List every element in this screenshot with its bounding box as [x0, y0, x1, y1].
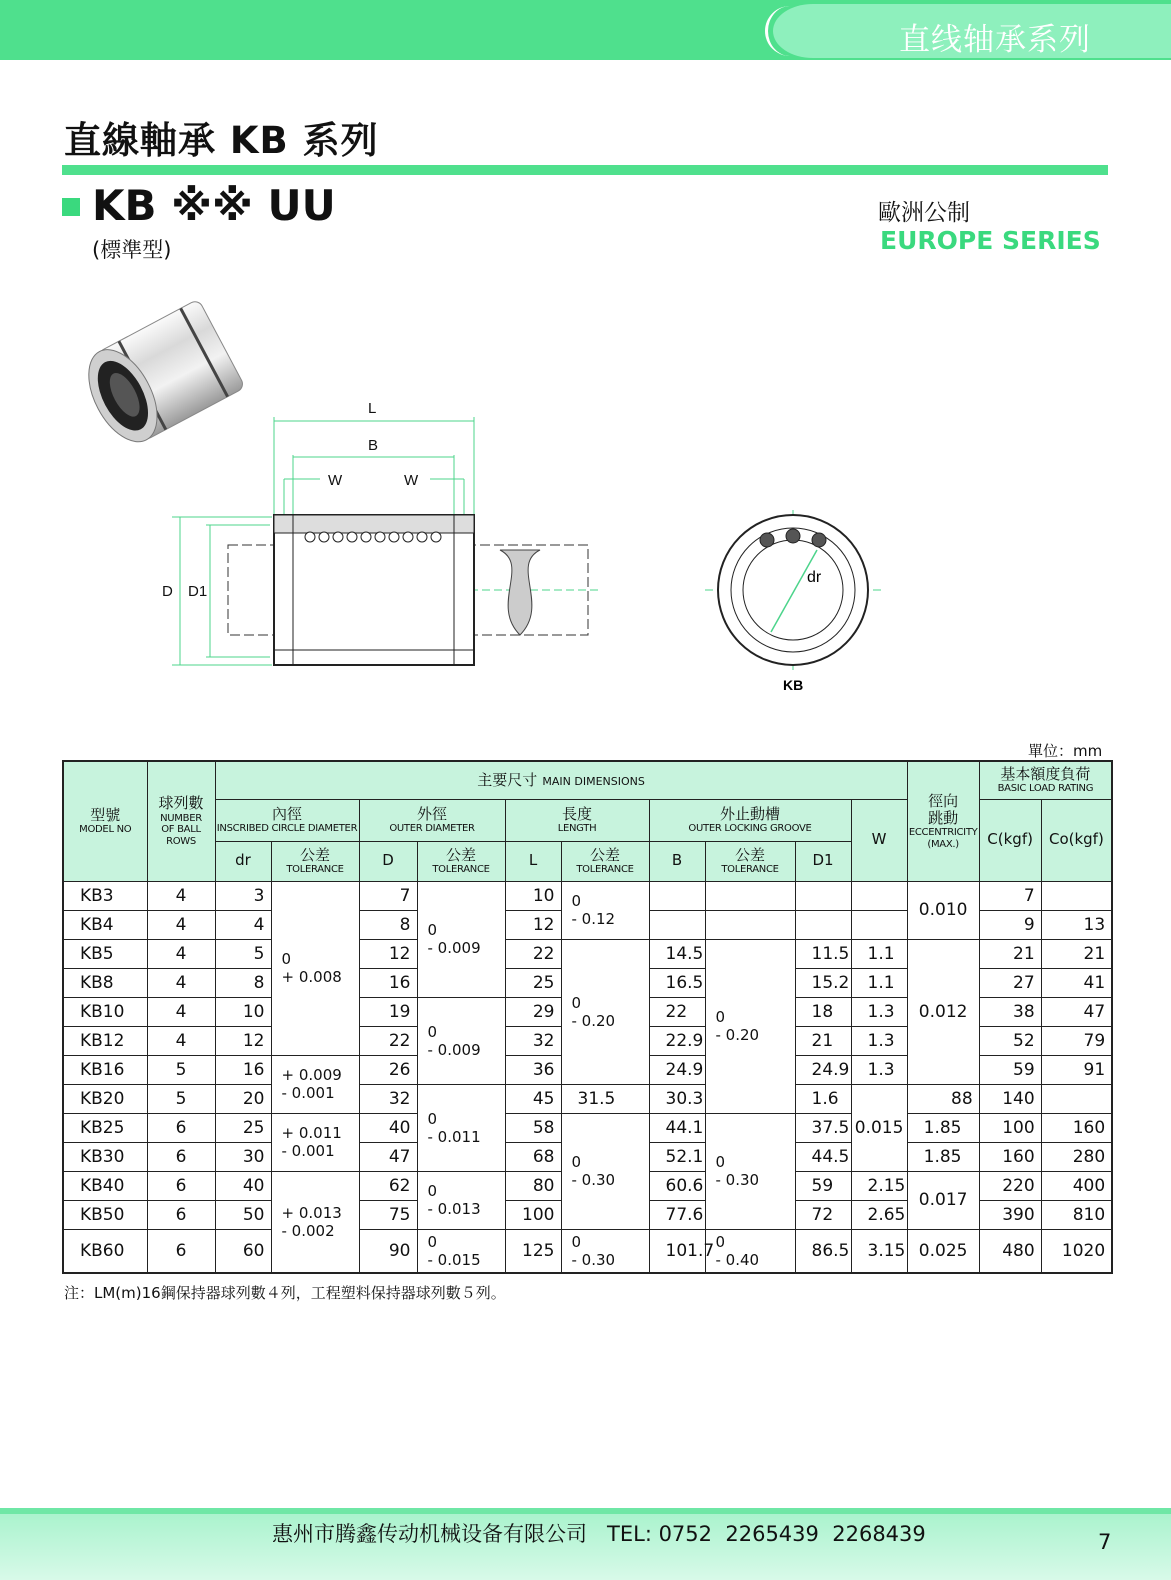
cell-model: KB60 — [63, 1229, 147, 1273]
cell-D1: 37.5 — [795, 1113, 851, 1142]
cell-model: KB30 — [63, 1142, 147, 1171]
label-dr: dr — [807, 569, 822, 586]
cell-B — [649, 910, 705, 939]
cell-rows: 6 — [147, 1113, 215, 1142]
cell-B: 44.1 — [649, 1113, 705, 1142]
cell-dr: 25 — [215, 1113, 271, 1142]
cell-dr: 5 — [215, 939, 271, 968]
cell-dr: 10 — [215, 997, 271, 1026]
title-divider — [62, 165, 1108, 175]
cell-L: 45 — [505, 1084, 561, 1113]
cell-C: 9 — [979, 910, 1041, 939]
cell-B-tol: 0 - 0.30 — [705, 1113, 795, 1229]
table-row — [63, 881, 1112, 910]
cell-B: 52.1 — [649, 1142, 705, 1171]
cell-W: 3.15 — [851, 1229, 907, 1273]
cell-D-tol: 0 - 0.015 — [417, 1229, 505, 1273]
cross-section-caption: KB — [783, 677, 804, 693]
cell-rows: 5 — [147, 1055, 215, 1084]
cell-L: 80 — [505, 1171, 561, 1200]
cell-eccentricity: 0.025 — [907, 1229, 979, 1273]
cell-model: KB40 — [63, 1171, 147, 1200]
header-inner-diameter: 內徑 INSCRIBED CIRCLE DIAMETER — [215, 799, 359, 841]
cell-model: KB20 — [63, 1084, 147, 1113]
cell-B: 77.6 — [649, 1200, 705, 1229]
cell-rows: 4 — [147, 1026, 215, 1055]
cell-D1: 44.5 — [795, 1142, 851, 1171]
header-dr-tolerance: 公差 TOLERANCE — [271, 841, 359, 881]
cell-L: 12 — [505, 910, 561, 939]
cell-eccentricity: 0.012 — [907, 939, 979, 1084]
model-name: KB ※※ UU — [92, 181, 336, 230]
cell-rows: 6 — [147, 1200, 215, 1229]
cell-B — [649, 881, 705, 910]
cell-D1 — [795, 881, 851, 910]
cell-Co: 21 — [1041, 939, 1112, 968]
cell-model: KB10 — [63, 997, 147, 1026]
cell-model: KB50 — [63, 1200, 147, 1229]
cell-W — [851, 881, 907, 910]
cell-L: 36 — [505, 1055, 561, 1084]
cell-L: 32 — [505, 1026, 561, 1055]
cell-Co: 140 — [979, 1084, 1041, 1113]
table-row — [63, 1113, 1112, 1142]
cell-B: 16.5 — [649, 968, 705, 997]
cell-D1: 15.2 — [795, 968, 851, 997]
cell-L: 10 — [505, 881, 561, 910]
cell-model: KB25 — [63, 1113, 147, 1142]
cell-D: 19 — [359, 997, 417, 1026]
cell-B: 22 — [649, 997, 705, 1026]
cell-dr: 30 — [215, 1142, 271, 1171]
cell-model: KB12 — [63, 1026, 147, 1055]
cell-D: 32 — [359, 1084, 417, 1113]
cell-L: 25 — [505, 968, 561, 997]
cell-D: 75 — [359, 1200, 417, 1229]
cell-L: 125 — [505, 1229, 561, 1273]
cell-Co — [1041, 881, 1112, 910]
cell-D-tol: 0 - 0.009 — [417, 997, 505, 1084]
cell-eccentricity: 0.017 — [907, 1171, 979, 1229]
cell-model: KB4 — [63, 910, 147, 939]
cell-D1 — [795, 910, 851, 939]
cell-dr: 12 — [215, 1026, 271, 1055]
cell-L-tol: 0 - 0.30 — [561, 1113, 649, 1229]
cell-D: 90 — [359, 1229, 417, 1273]
cell-L: 29 — [505, 997, 561, 1026]
cell-dr: 60 — [215, 1229, 271, 1273]
cell-L-tol: 0 - 0.20 — [561, 939, 649, 1084]
cell-D: 47 — [359, 1142, 417, 1171]
cell-W: 1.85 — [907, 1142, 979, 1171]
cell-Co: 1020 — [1041, 1229, 1112, 1273]
cell-W: 1.3 — [851, 1026, 907, 1055]
table-footnote: 注：LM(m)16鋼保持器球列數４列，工程塑料保持器球列數５列。 — [64, 1284, 506, 1302]
page-number: 7 — [1098, 1530, 1112, 1554]
header-Co: Co(kgf) — [1041, 799, 1112, 881]
cell-dr: 50 — [215, 1200, 271, 1229]
dimension-drawing — [150, 395, 620, 685]
cell-D: 62 — [359, 1171, 417, 1200]
cell-D: 7 — [359, 881, 417, 910]
cell-Co: 91 — [1041, 1055, 1112, 1084]
cell-rows: 6 — [147, 1171, 215, 1200]
cell-L-tol: 0 - 0.12 — [561, 881, 649, 939]
cell-B: 22.9 — [649, 1026, 705, 1055]
cell-rows: 4 — [147, 881, 215, 910]
header-locking-groove: 外止動槽 OUTER LOCKING GROOVE — [649, 799, 851, 841]
cell-B: 31.5 — [561, 1084, 649, 1113]
region-cn: 歐洲公制 — [878, 200, 970, 226]
header-dr: dr — [215, 841, 271, 881]
cell-D: 40 — [359, 1113, 417, 1142]
cell-C: 52 — [979, 1026, 1041, 1055]
cell-dr: 40 — [215, 1171, 271, 1200]
cell-W: 2.65 — [851, 1200, 907, 1229]
cell-Co: 13 — [1041, 910, 1112, 939]
cell-rows: 4 — [147, 910, 215, 939]
cell-dr-tol: + 0.011 - 0.001 — [271, 1113, 359, 1171]
cross-section-drawing — [705, 510, 885, 700]
cell-dr: 16 — [215, 1055, 271, 1084]
header-outer-diameter: 外徑 OUTER DIAMETER — [359, 799, 505, 841]
cell-rows: 4 — [147, 997, 215, 1026]
cell-L: 22 — [505, 939, 561, 968]
cell-D1: 11.5 — [795, 939, 851, 968]
unit-label: 單位：mm — [1028, 742, 1103, 760]
header-W: W — [851, 799, 907, 881]
cell-model: KB5 — [63, 939, 147, 968]
cell-D1: 24.9 — [795, 1055, 851, 1084]
cell-D: 8 — [359, 910, 417, 939]
header-load-rating: 基本額度負荷 BASIC LOAD RATING — [979, 761, 1112, 799]
cell-W: 2.15 — [851, 1171, 907, 1200]
cell-C: 7 — [979, 881, 1041, 910]
cell-eccentricity: 0.015 — [851, 1084, 907, 1171]
cell-rows: 4 — [147, 968, 215, 997]
cell-C: 220 — [979, 1171, 1041, 1200]
cell-D-tol: 0 - 0.009 — [417, 881, 505, 997]
table-row — [63, 939, 1112, 968]
cell-dr: 3 — [215, 881, 271, 910]
cell-B-tol — [705, 910, 795, 939]
cell-D-tol: 0 - 0.011 — [417, 1084, 505, 1171]
cell-C: 21 — [979, 939, 1041, 968]
cell-Co: 47 — [1041, 997, 1112, 1026]
cell-C: 59 — [979, 1055, 1041, 1084]
cell-W: 1.3 — [851, 1055, 907, 1084]
table-row — [63, 1229, 1112, 1273]
cell-W: 1.3 — [851, 997, 907, 1026]
header-D-tolerance: 公差 TOLERANCE — [417, 841, 505, 881]
header-main-dimensions: 主要尺寸 MAIN DIMENSIONS — [215, 761, 907, 799]
cell-D1: 30.3 — [649, 1084, 705, 1113]
cell-D-tol: 0 - 0.013 — [417, 1171, 505, 1229]
cell-Co: 160 — [1041, 1113, 1112, 1142]
cell-D: 16 — [359, 968, 417, 997]
cell-L: 100 — [505, 1200, 561, 1229]
cell-dr-tol: + 0.013 - 0.002 — [271, 1171, 359, 1273]
cell-C: 27 — [979, 968, 1041, 997]
cell-L-tol: 0 - 0.30 — [561, 1229, 649, 1273]
cell-B-tol: 0 - 0.20 — [705, 939, 795, 1113]
label-D: D — [162, 583, 173, 600]
cell-B-tol — [705, 881, 795, 910]
footer-company: 惠州市腾鑫传动机械设备有限公司 TEL: 0752 2265439 2268439 — [272, 1522, 926, 1546]
cell-dr: 20 — [215, 1084, 271, 1113]
region-en: EUROPE SERIES — [880, 226, 1101, 255]
cell-W: 1.1 — [851, 939, 907, 968]
cell-L: 68 — [505, 1142, 561, 1171]
label-D1: D1 — [188, 583, 208, 600]
label-W-left: W — [328, 472, 343, 489]
cell-dr: 8 — [215, 968, 271, 997]
cell-model: KB16 — [63, 1055, 147, 1084]
header-eccentricity: 徑向 跳動 ECCENTRICITY (MAX.) — [907, 761, 979, 881]
cell-eccentricity: 0.010 — [907, 881, 979, 939]
cell-D: 26 — [359, 1055, 417, 1084]
cell-C: 390 — [979, 1200, 1041, 1229]
cell-D1: 21 — [795, 1026, 851, 1055]
header-ball-rows: 球列數 NUMBER OF BALL ROWS — [147, 761, 215, 881]
cell-C: 88 — [907, 1084, 979, 1113]
label-W-right: W — [404, 472, 419, 489]
cell-Co: 400 — [1041, 1171, 1112, 1200]
cell-L: 58 — [505, 1113, 561, 1142]
label-L: L — [368, 400, 377, 417]
top-banner — [0, 0, 1171, 60]
cell-B: 24.9 — [649, 1055, 705, 1084]
header-C: C(kgf) — [979, 799, 1041, 881]
header-L-tolerance: 公差 TOLERANCE — [561, 841, 649, 881]
table-row — [63, 1084, 1112, 1113]
cell-B-tol: 0 - 0.40 — [705, 1229, 795, 1273]
series-tab — [773, 4, 1171, 58]
label-B: B — [368, 437, 379, 454]
cell-W — [851, 910, 907, 939]
series-label: 直线轴承系列 — [899, 22, 1091, 58]
page-title: 直線軸承 KB 系列 — [64, 119, 379, 162]
cell-dr: 4 — [215, 910, 271, 939]
cell-Co: 280 — [1041, 1142, 1112, 1171]
cell-D: 12 — [359, 939, 417, 968]
cell-C: 160 — [979, 1142, 1041, 1171]
header-D: D — [359, 841, 417, 881]
cell-B: 60.6 — [649, 1171, 705, 1200]
model-type: (標準型) — [92, 238, 172, 262]
header-L: L — [505, 841, 561, 881]
cell-W: 1.1 — [851, 968, 907, 997]
cell-D1: 59 — [795, 1171, 851, 1200]
cell-C: 100 — [979, 1113, 1041, 1142]
header-B: B — [649, 841, 705, 881]
header-length: 長度 LENGTH — [505, 799, 649, 841]
cell-D1: 18 — [795, 997, 851, 1026]
cell-model: KB3 — [63, 881, 147, 910]
cell-dr-tol: 0 + 0.008 — [271, 881, 359, 1055]
series-tab-arc — [765, 6, 804, 56]
cell-D1: 86.5 — [795, 1229, 851, 1273]
cell-C: 38 — [979, 997, 1041, 1026]
cell-Co: 810 — [1041, 1200, 1112, 1229]
cell-W: 1.85 — [907, 1113, 979, 1142]
cell-D: 22 — [359, 1026, 417, 1055]
cell-Co: 79 — [1041, 1026, 1112, 1055]
cell-B: 101.7 — [649, 1229, 705, 1273]
cell-B: 14.5 — [649, 939, 705, 968]
cell-Co: 41 — [1041, 968, 1112, 997]
cell-D1: 72 — [795, 1200, 851, 1229]
header-D1: D1 — [795, 841, 851, 881]
cell-W: 1.6 — [795, 1084, 851, 1113]
cell-rows: 5 — [147, 1084, 215, 1113]
bullet-square-icon — [62, 198, 80, 216]
cell-rows: 6 — [147, 1142, 215, 1171]
cell-model: KB8 — [63, 968, 147, 997]
cell-rows: 6 — [147, 1229, 215, 1273]
cell-dr-tol: + 0.009 - 0.001 — [271, 1055, 359, 1113]
specification-table — [62, 760, 1113, 1274]
header-model: 型號 MODEL NO — [63, 761, 147, 881]
cell-C: 480 — [979, 1229, 1041, 1273]
header-B-tolerance: 公差 TOLERANCE — [705, 841, 795, 881]
cell-rows: 4 — [147, 939, 215, 968]
